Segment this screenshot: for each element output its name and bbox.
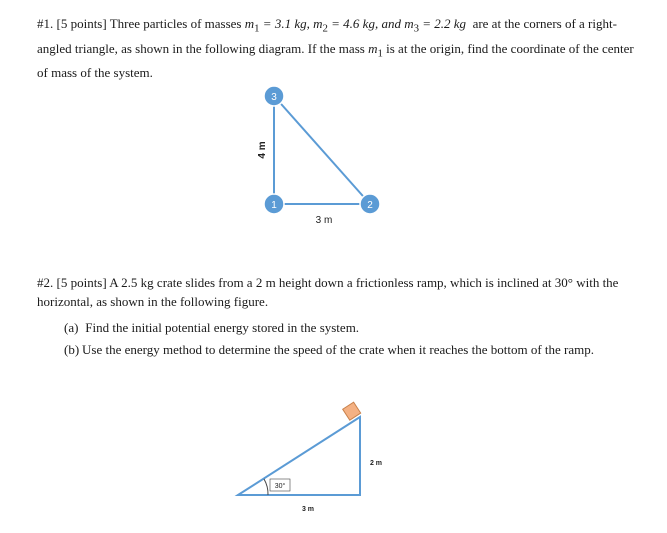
- horizontal-side-label: 3 m: [315, 215, 333, 226]
- problem-2-points: [5 points]: [56, 275, 107, 290]
- particle-1-label: 1: [271, 200, 277, 211]
- angle-arc: [264, 479, 268, 495]
- ramp-diagram: [230, 395, 410, 520]
- triangle-hypotenuse: [274, 96, 370, 204]
- base-label: 3 m: [301, 506, 315, 513]
- height-label: 2 m: [369, 460, 383, 467]
- particle-2-label: 2: [367, 200, 373, 211]
- problem-1-text: #1. [5 points] Three particles of masses $m_1 = 3.1$ kg, $m_2 = 4.6$ kg, and $m_3 = 2.2$ kg are at the corners of a right-angled triangle, as shown in the following diagram. If the mass $m_1$ is at the origin, find the coordinate of the center of mass of the system.: [37, 16, 634, 81]
- particle-1-node: [264, 194, 284, 214]
- particle-2-node: [360, 194, 380, 214]
- vertical-side-label: 4 m: [257, 141, 268, 159]
- particle-3-node: [264, 86, 284, 106]
- problem-2-text: #2. [5 points] A 2.5 kg crate slides from a 2 m height down a frictionless ramp, which is inclined at 30° with the horizontal, as shown in the following figure.: [37, 275, 619, 309]
- angle-label-box: [270, 479, 290, 491]
- angle-label: 30°: [274, 483, 286, 490]
- particle-3-label: 3: [271, 92, 277, 103]
- problem-2-item-a: (a) Find the initial potential energy stored in the system.: [64, 320, 360, 335]
- problem-1-number: #1.: [37, 16, 54, 31]
- problem-1-points: [5 points]: [56, 16, 107, 31]
- problem-2-number: #2.: [37, 275, 54, 290]
- triangle-diagram: [230, 80, 390, 230]
- ramp-triangle: [238, 417, 360, 495]
